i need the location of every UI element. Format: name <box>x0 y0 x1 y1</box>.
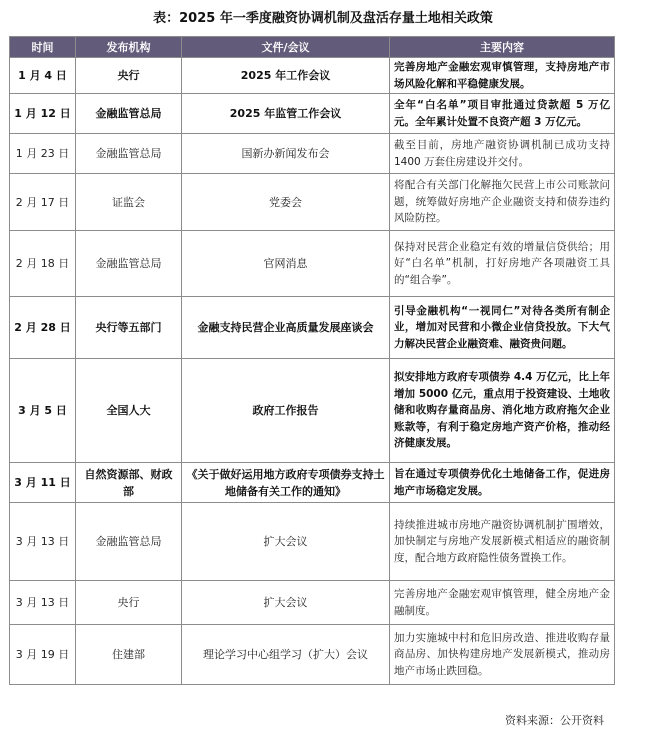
header-doc: 文件/会议 <box>182 37 390 58</box>
cell-content: 引导金融机构“一视同仁”对待各类所有制企业，增加对民营和小微企业信贷投放。下大气力解决民营企业融资难、融资贵问题。 <box>390 297 615 359</box>
cell-content: 持续推进城市房地产融资协调机制扩围增效，加快制定与房地产发展新模式相适应的融资制度，配合地方政府隐性债务置换工作。 <box>390 503 615 581</box>
cell-date: 2 月 28 日 <box>10 297 76 359</box>
table-row <box>10 174 615 231</box>
table-row <box>10 134 615 174</box>
cell-date: 2 月 17 日 <box>10 174 76 231</box>
table-row <box>10 94 615 134</box>
cell-org: 住建部 <box>76 625 182 685</box>
table-row <box>10 625 615 685</box>
cell-org: 金融监管总局 <box>76 231 182 297</box>
cell-date: 2 月 18 日 <box>10 231 76 297</box>
cell-doc: 扩大会议 <box>182 503 390 581</box>
cell-content: 保持对民营企业稳定有效的增量信贷供给；用好“白名单”机制，打好房地产各项融资工具的“组合拳”。 <box>390 231 615 297</box>
cell-content: 完善房地产金融宏观审慎管理，支持房地产市场风险化解和平稳健康发展。 <box>390 58 615 94</box>
policy-table <box>9 36 615 685</box>
cell-org: 央行等五部门 <box>76 297 182 359</box>
cell-content: 加力实施城中村和危旧房改造、推进收购存量商品房、加快构建房地产发展新模式，推动房地产市场止跌回稳。 <box>390 625 615 685</box>
table-row <box>10 231 615 297</box>
header-date: 时间 <box>10 37 76 58</box>
cell-org: 自然资源部、财政部 <box>76 463 182 503</box>
cell-doc: 扩大会议 <box>182 581 390 625</box>
cell-org: 金融监管总局 <box>76 134 182 174</box>
cell-date: 1 月 23 日 <box>10 134 76 174</box>
cell-content: 全年“白名单”项目审批通过贷款超 5 万亿元。全年累计处置不良资产超 3 万亿元。 <box>390 94 615 134</box>
table-row <box>10 359 615 463</box>
cell-date: 3 月 19 日 <box>10 625 76 685</box>
cell-date: 3 月 13 日 <box>10 581 76 625</box>
cell-date: 1 月 12 日 <box>10 94 76 134</box>
cell-date: 3 月 13 日 <box>10 503 76 581</box>
cell-date: 3 月 5 日 <box>10 359 76 463</box>
table-row <box>10 58 615 94</box>
table-row <box>10 463 615 503</box>
cell-org: 央行 <box>76 581 182 625</box>
cell-doc: 2025 年工作会议 <box>182 58 390 94</box>
header-org: 发布机构 <box>76 37 182 58</box>
cell-date: 3 月 11 日 <box>10 463 76 503</box>
cell-doc: 党委会 <box>182 174 390 231</box>
header-content: 主要内容 <box>390 37 615 58</box>
cell-org: 金融监管总局 <box>76 94 182 134</box>
cell-doc: 金融支持民营企业高质量发展座谈会 <box>182 297 390 359</box>
cell-org: 央行 <box>76 58 182 94</box>
table-row <box>10 581 615 625</box>
table-row <box>10 503 615 581</box>
cell-content: 旨在通过专项债券优化土地储备工作，促进房地产市场稳定发展。 <box>390 463 615 503</box>
cell-doc: 国新办新闻发布会 <box>182 134 390 174</box>
cell-doc: 理论学习中心组学习（扩大）会议 <box>182 625 390 685</box>
table-title: 表：2025 年一季度融资协调机制及盘活存量土地相关政策 <box>153 11 493 26</box>
source-note: 资料来源：公开资料 <box>505 714 604 727</box>
cell-org: 全国人大 <box>76 359 182 463</box>
cell-doc: 政府工作报告 <box>182 359 390 463</box>
cell-doc: 官网消息 <box>182 231 390 297</box>
cell-org: 证监会 <box>76 174 182 231</box>
cell-content: 完善房地产金融宏观审慎管理，健全房地产金融制度。 <box>390 581 615 625</box>
cell-date: 1 月 4 日 <box>10 58 76 94</box>
table-row <box>10 297 615 359</box>
cell-content: 将配合有关部门化解拖欠民营上市公司账款问题，统筹做好房地产企业融资支持和债券违约风险防控。 <box>390 174 615 231</box>
cell-content: 拟安排地方政府专项债券 4.4 万亿元，比上年增加 5000 亿元，重点用于投资建设、土地收储和收购存量商品房、消化地方政府拖欠企业账款等，有利于稳定房地产资产价格，推动经济健康发展。 <box>390 359 615 463</box>
table-header-row <box>10 37 615 58</box>
cell-doc: 《关于做好运用地方政府专项债券支持土地储备有关工作的通知》 <box>182 463 390 503</box>
cell-doc: 2025 年监管工作会议 <box>182 94 390 134</box>
cell-org: 金融监管总局 <box>76 503 182 581</box>
cell-content: 截至目前，房地产融资协调机制已成功支持 1400 万套住房建设并交付。 <box>390 134 615 174</box>
